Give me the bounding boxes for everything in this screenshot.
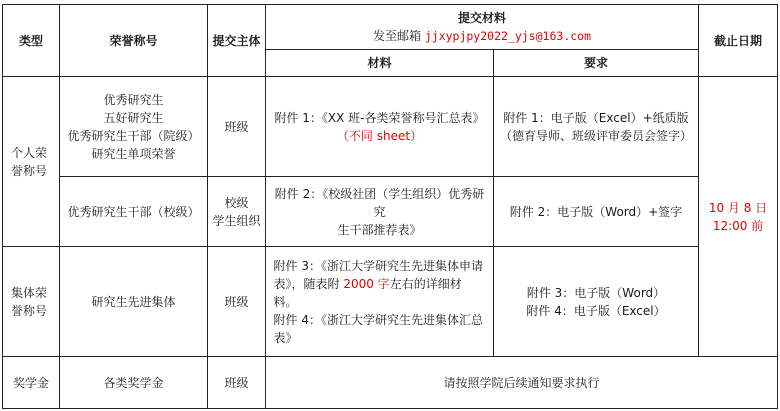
deadline-cell — [699, 77, 778, 357]
type-collective: 集体荣誉称号 — [3, 247, 60, 357]
email-prefix: 发至邮箱 — [373, 29, 422, 43]
submitter-cell: 班级 — [208, 357, 266, 409]
header-materials-title: 提交材料 — [458, 11, 507, 25]
honor-item: 研究生单项荣誉 — [91, 146, 176, 161]
requirement-line: 附件 4：电子版（Excel） — [526, 303, 666, 318]
honor-cell: 优秀研究生干部（校级） — [60, 177, 208, 247]
material-note: （不同 sheet） — [336, 128, 423, 143]
submitter-cell: 班级 — [208, 77, 266, 177]
material-cell: 附件 2：《校级社团（学生组织）优秀研究 生干部推荐表》 — [266, 177, 494, 247]
type-scholarship: 奖学金 — [3, 357, 60, 409]
header-honor-name: 荣誉称号 — [60, 5, 208, 77]
deadline-date: 10 月 8 日 — [708, 200, 768, 215]
requirement-line: 附件 1：电子版（Excel）+纸质版 — [503, 110, 689, 125]
material-attachment-4: 附件 4：《浙江大学研究生先进集体汇总表》 — [273, 312, 483, 345]
header-deadline: 截止日期 — [699, 5, 778, 77]
deadline-time: 12:00 前 — [712, 218, 764, 233]
material-attachment-2: 附件 2：《校级社团（学生组织）优秀研究 — [274, 186, 485, 219]
requirement-line: （德育导师、班级评审委员会签字） — [500, 128, 693, 143]
submission-table — [2, 4, 778, 409]
requirement-cell — [494, 247, 699, 357]
submitter-cell: 校级 学生组织 — [208, 177, 266, 247]
scholarship-note: 请按照学院后续通知要求执行 — [266, 357, 778, 409]
requirement-line: 附件 3：电子版（Word） — [526, 285, 666, 300]
honor-item: 五好研究生 — [103, 110, 164, 125]
header-materials-group — [266, 5, 699, 50]
requirement-cell: 附件 2：电子版（Word）+签字 — [494, 177, 699, 247]
honor-item: 优秀研究生干部（院级） — [67, 128, 200, 143]
material-attachment-1: 附件 1：《XX 班-各类荣誉称号汇总表》 — [274, 110, 485, 125]
email-address: jjxypjpy2022_yjs@163.com — [424, 29, 592, 43]
type-individual: 个人荣誉称号 — [3, 77, 60, 247]
submitter-cell: 班级 — [208, 247, 266, 357]
honor-item: 优秀研究生 — [103, 92, 164, 107]
honor-cell: 各类奖学金 — [60, 357, 208, 409]
material-cell — [266, 77, 494, 177]
header-materials: 材料 — [266, 50, 494, 77]
requirement-cell — [494, 77, 699, 177]
header-requirements: 要求 — [494, 50, 699, 77]
header-submitter: 提交主体 — [208, 5, 266, 77]
material-cell: 附件 3：《浙江大学研究生先进集体申请 表》，随表附 2000 字左右的详细材料。 附件 4：《浙江大学研究生先进集体汇总表》 — [266, 247, 494, 357]
material-attachment-3: 附件 3：《浙江大学研究生先进集体申请 — [273, 258, 483, 273]
header-type: 类型 — [3, 5, 60, 77]
honor-list-cell — [60, 77, 208, 177]
honor-cell: 研究生先进集体 — [60, 247, 208, 357]
word-count: 2000 字 — [343, 276, 390, 291]
